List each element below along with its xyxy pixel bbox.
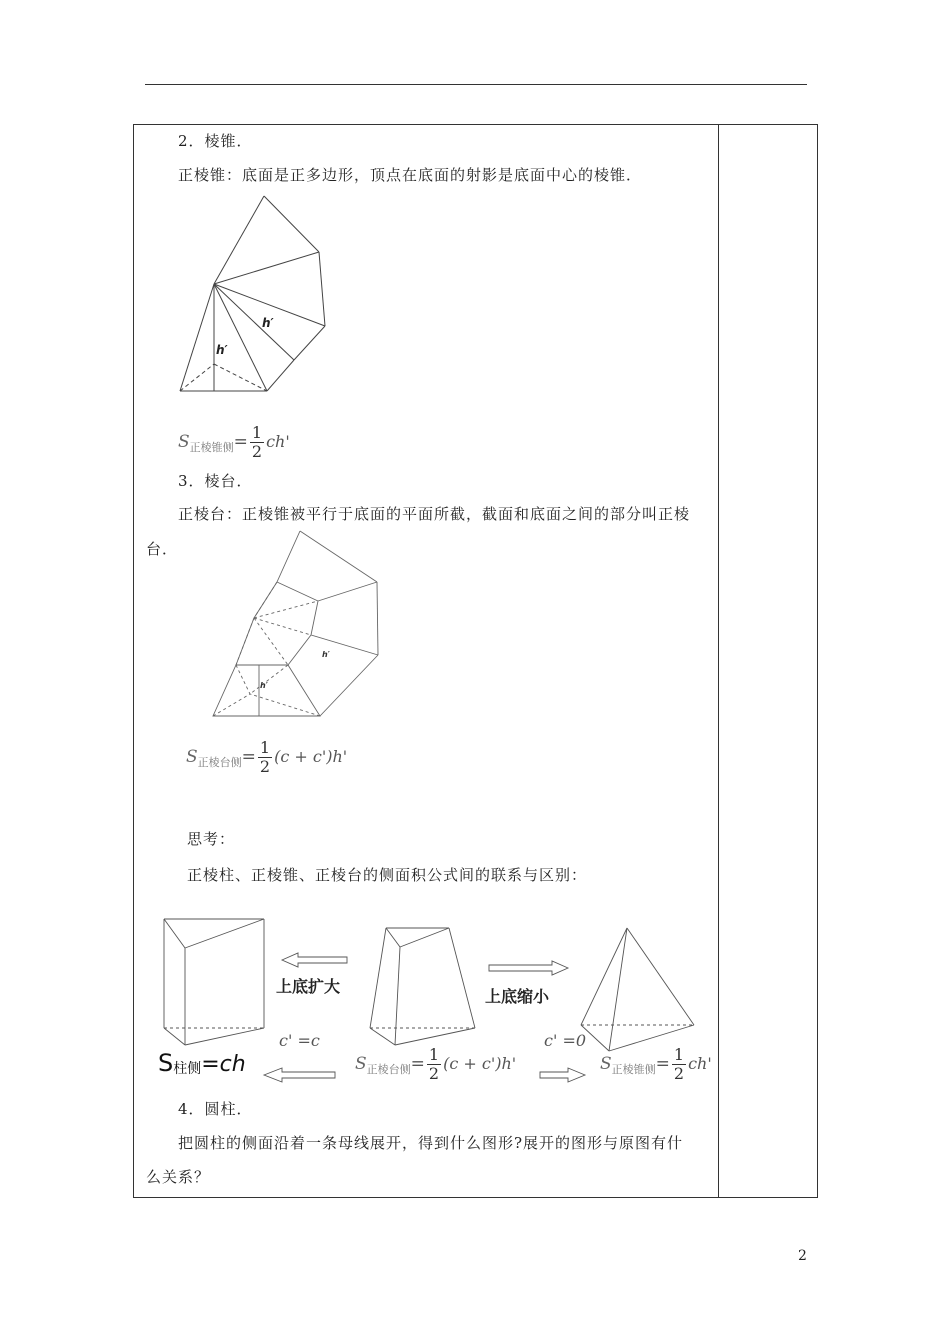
fraction-denominator: 2 (251, 442, 263, 461)
fraction-numerator: 1 (428, 1045, 440, 1064)
shrink-top-label: 上底缩小 (485, 987, 550, 1006)
fraction-denominator: 2 (428, 1064, 440, 1083)
formula-symbol: S (355, 1054, 367, 1074)
frustum-definition-line2: 台． (146, 540, 179, 558)
formula-rest: (c + c')h' (443, 1054, 517, 1073)
frustum-heading: 3．棱台． (178, 472, 253, 490)
right-arrow-icon (540, 1068, 585, 1082)
think-label: 思考： (187, 830, 236, 848)
condition-equal-perimeter: c' =c (279, 1031, 320, 1050)
formula-rest: =ch (201, 1052, 246, 1077)
formula-subscript: 正棱台侧 (366, 1063, 411, 1076)
left-arrow-icon (282, 953, 347, 967)
cylinder-question-line1: 把圆柱的侧面沿着一条母线展开，得到什么图形?展开的图形与原图有什 (178, 1134, 684, 1152)
formula-symbol: S (178, 432, 190, 452)
formula-equals: = (241, 747, 256, 767)
fraction-numerator: 1 (673, 1045, 685, 1064)
pyramid-definition: 正棱锥：底面是正多边形，顶点在底面的射影是底面中心的棱锥． (178, 166, 643, 184)
slant-height-label: h′ (262, 316, 274, 330)
left-arrow-icon (264, 1068, 335, 1082)
pyramid-heading: 2．棱锥． (178, 132, 253, 150)
slant-height-label: h′ (216, 343, 228, 357)
formula-subscript: 正棱台侧 (197, 756, 242, 769)
think-question: 正棱柱、正棱锥、正棱台的侧面积公式间的联系与区别： (187, 866, 588, 884)
formula-subscript: 柱侧 (173, 1061, 202, 1077)
frustum-definition-line1: 正棱台：正棱锥被平行于底面的平面所截，截面和底面之间的部分叫正棱 (178, 505, 691, 523)
cylinder-heading: 4．圆柱． (178, 1100, 253, 1118)
formula-symbol: S (186, 747, 198, 767)
expand-top-label: 上底扩大 (276, 977, 341, 996)
frustum-lateral-area-formula-compare (355, 1046, 516, 1083)
fraction-numerator: 1 (251, 423, 263, 442)
slant-height-label: h′ (322, 650, 330, 659)
formula-fraction (427, 1046, 441, 1083)
fraction-denominator: 2 (673, 1064, 685, 1083)
slant-height-label: h′ (260, 681, 268, 690)
formula-subscript: 正棱锥侧 (189, 441, 234, 454)
fraction-denominator: 2 (259, 757, 271, 776)
formula-fraction (672, 1046, 686, 1083)
formula-symbol: S (600, 1054, 612, 1074)
formula-rest: (c + c')h' (274, 747, 348, 766)
formula-symbol: S (158, 1049, 174, 1077)
formula-equals: = (233, 432, 248, 452)
formula-subscript: 正棱锥侧 (611, 1063, 656, 1076)
condition-zero-perimeter: c' =0 (544, 1031, 587, 1050)
right-arrow-icon (489, 961, 568, 975)
page-number: 2 (798, 1248, 807, 1264)
cylinder-question-line2: 么关系？ (146, 1168, 211, 1186)
fraction-numerator: 1 (259, 738, 271, 757)
prism-lateral-area-formula (158, 1049, 246, 1077)
formula-rest: ch' (688, 1054, 712, 1073)
formula-rest: ch' (266, 432, 290, 451)
formula-equals: = (410, 1054, 425, 1074)
pyramid-lateral-area-formula-compare (600, 1046, 712, 1083)
formula-equals: = (655, 1054, 670, 1074)
